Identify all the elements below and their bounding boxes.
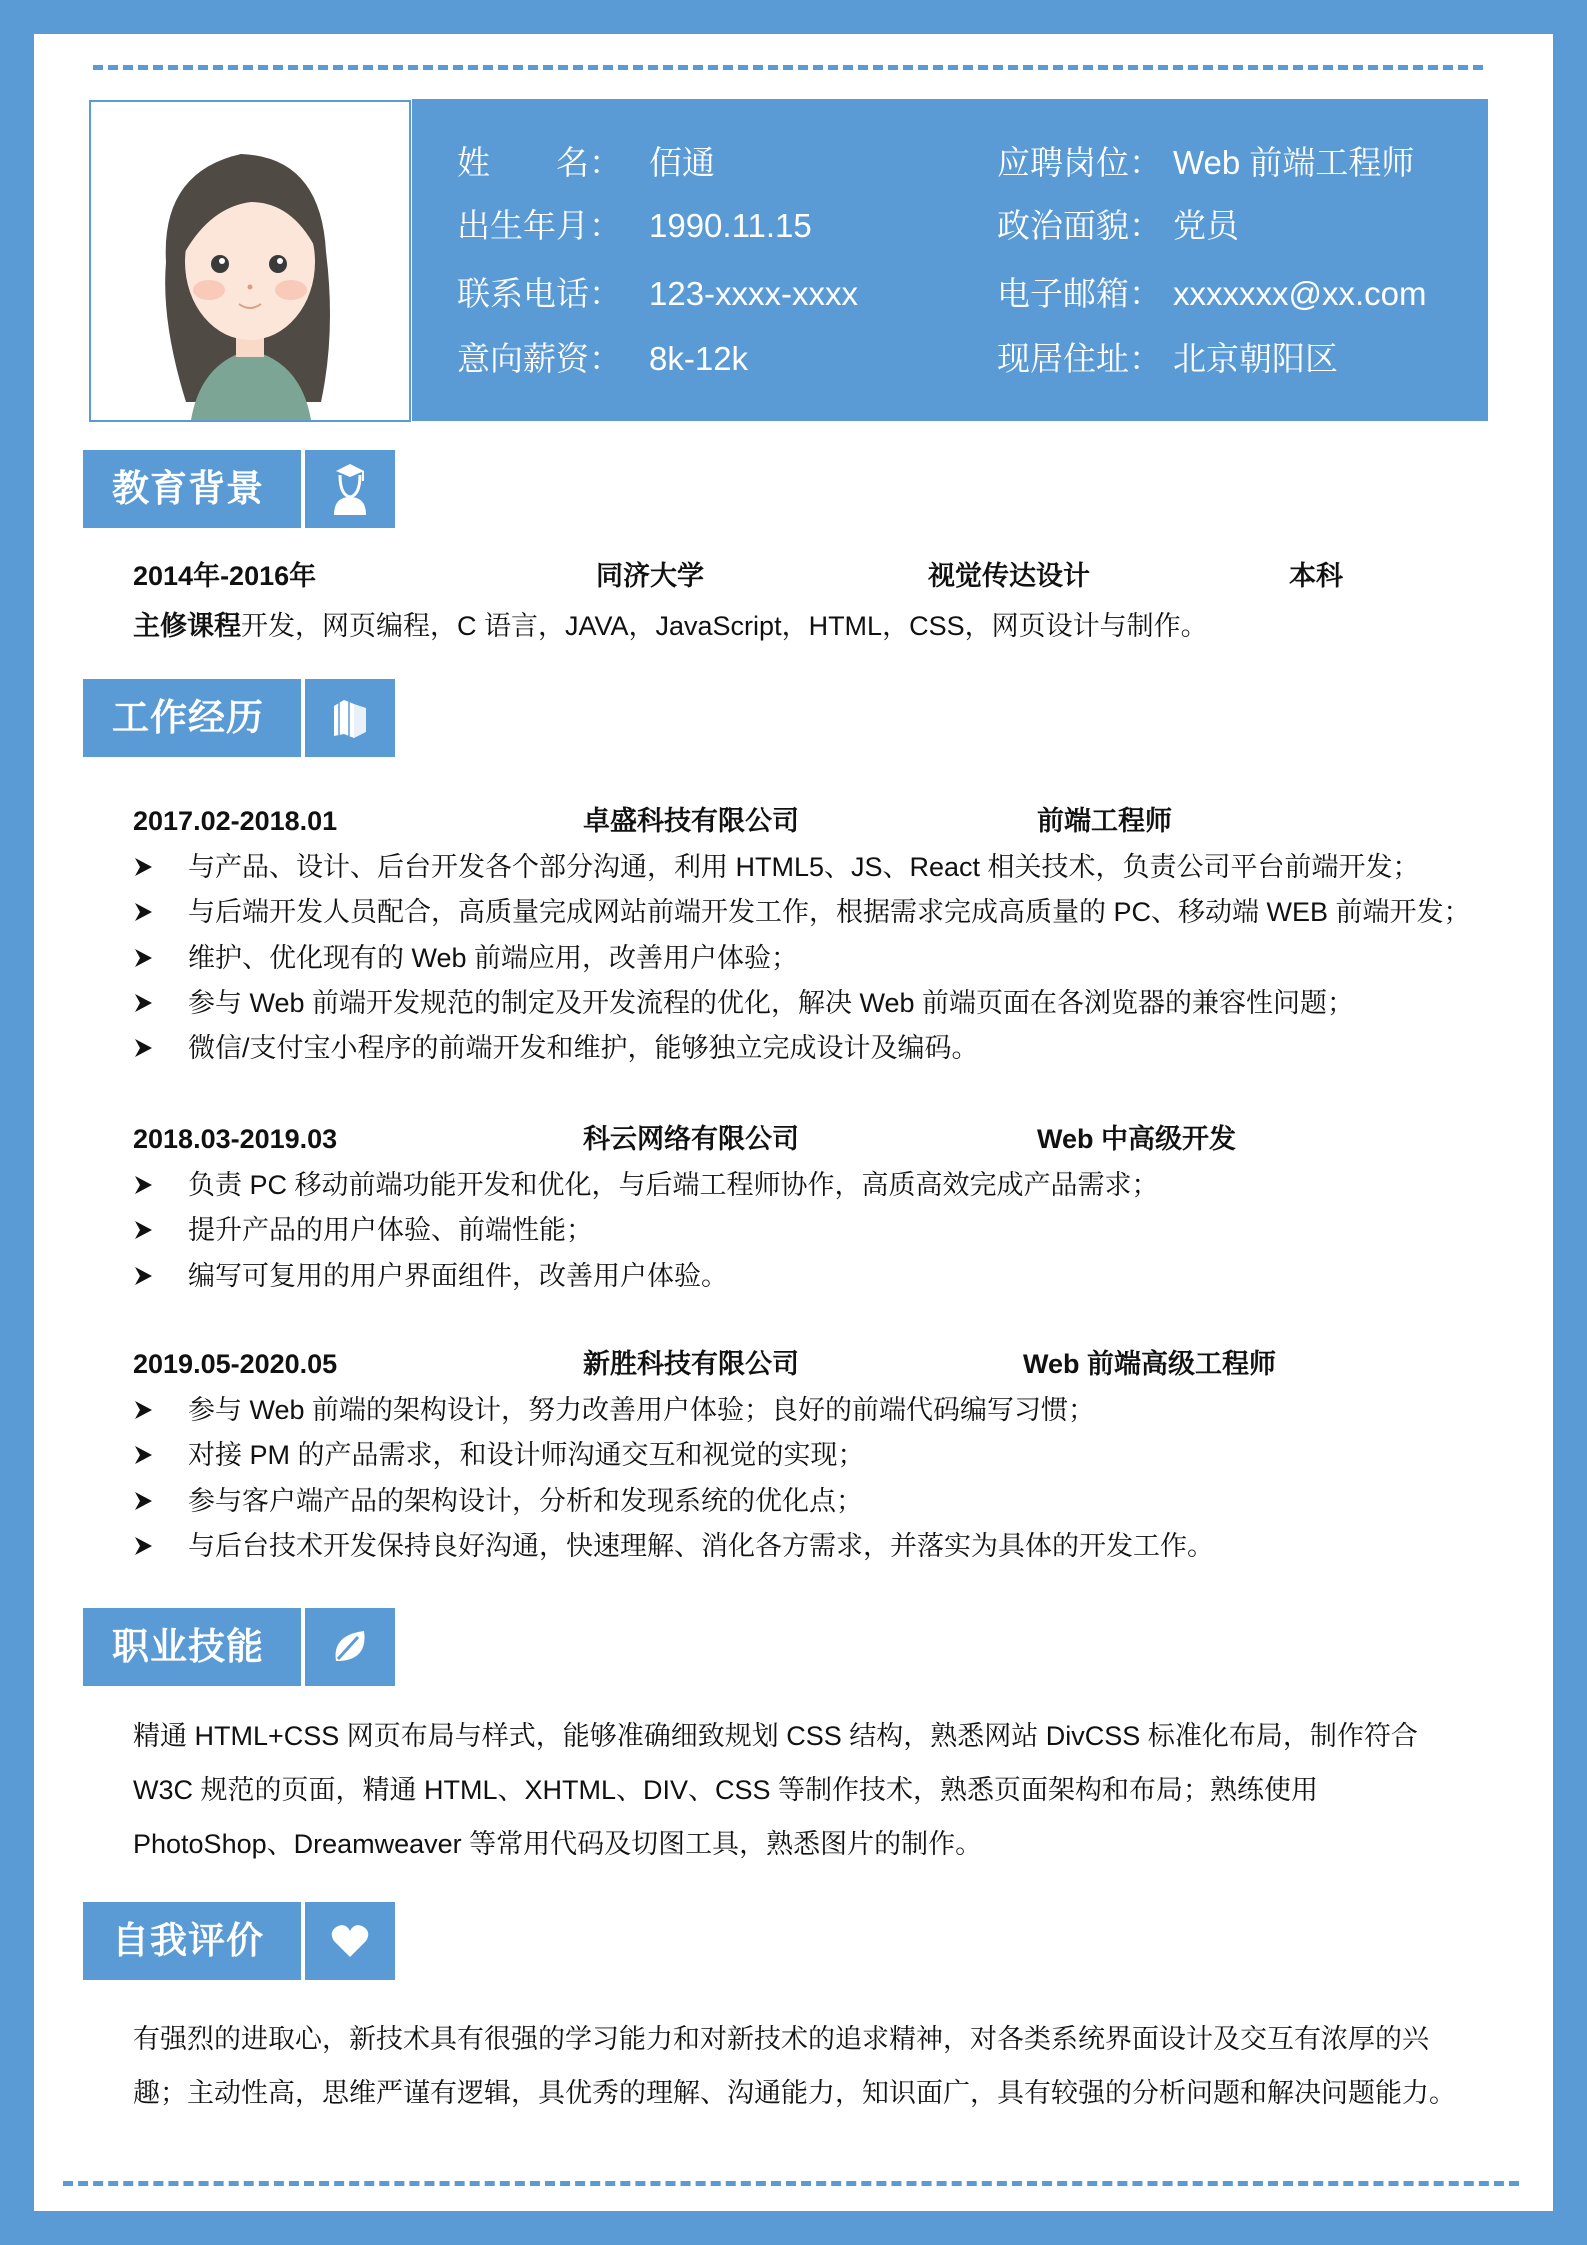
- position-label: 应聘岗位：: [997, 144, 1162, 181]
- job-period: 2019.05-2020.05: [133, 1349, 338, 1379]
- education-degree: 本科: [1289, 561, 1343, 591]
- duty-text: 维护、优化现有的 Web 前端应用，改善用户体验；: [188, 942, 799, 973]
- job-company: 卓盛科技有限公司: [583, 806, 799, 836]
- salary-label: 意向薪资：: [457, 340, 622, 377]
- education-period: 2014年-2016年: [133, 561, 317, 591]
- birth-value: 1990.11.15: [649, 207, 812, 244]
- job-period: 2017.02-2018.01: [133, 806, 338, 836]
- name-label: 姓 名：: [457, 144, 622, 181]
- profile-info-panel: [412, 99, 1488, 421]
- political-value: 党员: [1173, 207, 1239, 244]
- courses-label: 主修课程: [133, 611, 241, 641]
- job-company: 科云网络有限公司: [583, 1124, 799, 1154]
- arrow-bullet-icon: [133, 1491, 153, 1511]
- work-title: 工作经历: [83, 679, 301, 757]
- arrow-bullet-icon: [133, 1536, 153, 1556]
- position-value: Web 前端工程师: [1173, 144, 1415, 181]
- phone-value: 123-xxxx-xxxx: [649, 275, 859, 312]
- duty-text: 编写可复用的用户界面组件，改善用户体验。: [188, 1260, 728, 1291]
- education-major: 视觉传达设计: [928, 561, 1090, 591]
- courses-text: 开发，网页编程，C 语言，JAVA，JavaScript，HTML，CSS，网页设计与制作。: [241, 611, 1208, 641]
- arrow-bullet-icon: [133, 993, 153, 1013]
- job-company: 新胜科技有限公司: [583, 1349, 799, 1379]
- duty-text: 微信/支付宝小程序的前端开发和维护，能够独立完成设计及编码。: [188, 1033, 979, 1064]
- name-value: 佰通: [649, 144, 715, 181]
- heart-icon: [330, 1923, 370, 1959]
- arrow-bullet-icon: [133, 1400, 153, 1420]
- top-dashed-divider: [93, 65, 1483, 70]
- arrow-bullet-icon: [133, 1220, 153, 1240]
- duty-text: 负责 PC 移动前端功能开发和优化，与后端工程师协作，高质高效完成产品需求；: [188, 1170, 1159, 1200]
- job-position: Web 前端高级工程师: [1023, 1349, 1277, 1379]
- graduate-icon: [330, 461, 370, 517]
- arrow-bullet-icon: [133, 1445, 153, 1465]
- cartoon-avatar-icon: [91, 102, 409, 420]
- phone-label: 联系电话：: [457, 275, 622, 312]
- arrow-bullet-icon: [133, 1266, 153, 1286]
- address-label: 现居住址：: [997, 340, 1162, 377]
- duty-text: 对接 PM 的产品需求，和设计师沟通交互和视觉的实现；: [188, 1440, 865, 1471]
- self-eval-title: 自我评价: [83, 1902, 301, 1980]
- duty-text: 参与 Web 前端开发规范的制定及开发流程的优化，解决 Web 前端页面在各浏览器的兼容性问题；: [188, 987, 1355, 1018]
- job-period: 2018.03-2019.03: [133, 1124, 338, 1154]
- education-title: 教育背景: [83, 450, 301, 528]
- salary-value: 8k-12k: [649, 340, 749, 377]
- duty-text: 参与客户端产品的架构设计，分析和发现系统的优化点；: [188, 1485, 863, 1516]
- duty-text: 与后端开发人员配合，高质量完成网站前端开发工作，根据需求完成高质量的 PC、移动端 WEB 前端开发；: [188, 897, 1471, 928]
- political-label: 政治面貌：: [997, 207, 1162, 244]
- job-position: 前端工程师: [1037, 806, 1172, 836]
- job-position: Web 中高级开发: [1037, 1124, 1237, 1154]
- duty-text: 提升产品的用户体验、前端性能；: [188, 1215, 593, 1246]
- arrow-bullet-icon: [133, 948, 153, 968]
- skills-title: 职业技能: [83, 1608, 301, 1686]
- self-eval-text: 有强烈的进取心，新技术具有很强的学习能力和对新技术的追求精神，对各类系统界面设计及交互有浓厚的兴趣；主动性高，思维严谨有逻辑，具优秀的理解、沟通能力，知识面广，具有较强的分析问题和解决问题能力。: [133, 2024, 1456, 2108]
- email-value: xxxxxxx@xx.com: [1173, 275, 1427, 312]
- bottom-dashed-divider: [63, 2181, 1519, 2186]
- birth-label: 出生年月：: [457, 207, 622, 244]
- duty-text: 参与 Web 前端的架构设计，努力改善用户体验；良好的前端代码编写习惯；: [188, 1395, 1096, 1425]
- duty-text: 与后台技术开发保持良好沟通，快速理解、消化各方需求，并落实为具体的开发工作。: [188, 1530, 1214, 1561]
- leaf-icon: [330, 1627, 370, 1667]
- duty-text: 与产品、设计、后台开发各个部分沟通，利用 HTML5、JS、React 相关技术，负责公司平台前端开发；: [188, 852, 1420, 882]
- profile-photo: [89, 100, 411, 422]
- education-courses: [133, 608, 1208, 644]
- arrow-bullet-icon: [133, 857, 153, 877]
- arrow-bullet-icon: [133, 1175, 153, 1195]
- arrow-bullet-icon: [133, 902, 153, 922]
- education-school: 同济大学: [596, 561, 704, 591]
- skills-text: 精通 HTML+CSS 网页布局与样式，能够准确细致规划 CSS 结构，熟悉网站 DivCSS 标准化布局，制作符合 W3C 规范的页面，精通 HTML、XHTML、DIV、CSS 等制作技术，熟悉页面架构和布局；熟练使用 PhotoShop、Dreamweaver 等常用代码及切图工具，熟悉图片的制作。: [133, 1721, 1418, 1859]
- books-icon: [332, 698, 368, 738]
- email-label: 电子邮箱：: [997, 275, 1162, 312]
- arrow-bullet-icon: [133, 1038, 153, 1058]
- address-value: 北京朝阳区: [1173, 340, 1338, 377]
